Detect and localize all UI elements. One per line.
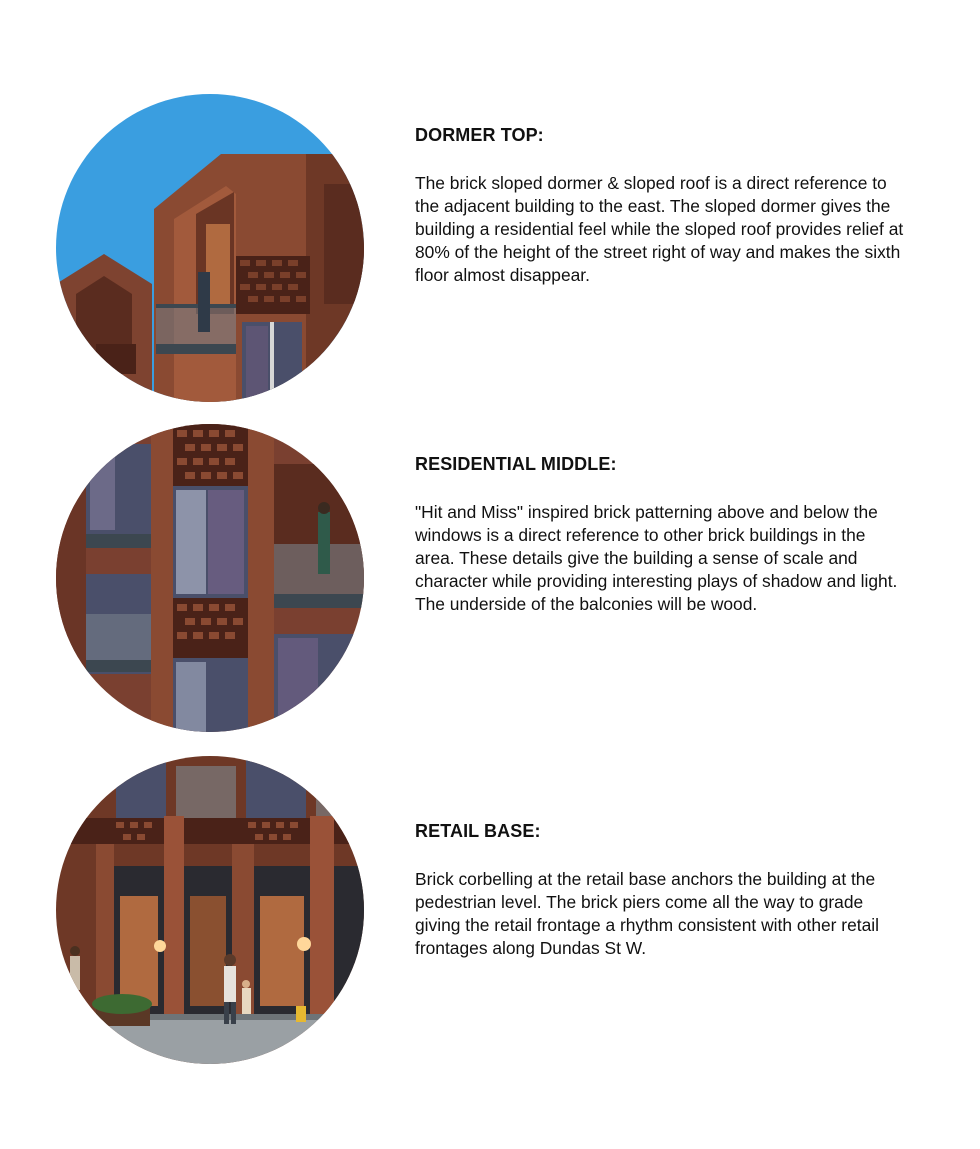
section-body: "Hit and Miss" inspired brick patterning above and below the windows is a direct reference to other brick buildings in the area. These details give the building a sense of scale and character while providing interesting plays of shadow and light. The underside of the balconies will be wood. xyxy=(415,502,898,614)
residential-middle-section xyxy=(415,453,905,616)
section-heading: RETAIL BASE: xyxy=(415,821,541,841)
dormer-top-image xyxy=(56,94,364,402)
section-body: Brick corbelling at the retail base anchors the building at the pedestrian level. The brick piers come all the way to grade giving the retail frontage a rhythm consistent with other retail frontages along Dundas St W. xyxy=(415,869,879,958)
retail-base-rendering xyxy=(56,756,364,1064)
section-heading: DORMER TOP: xyxy=(415,125,544,145)
retail-base-section xyxy=(415,820,905,960)
section-body: The brick sloped dormer & sloped roof is a direct reference to the adjacent building to the east. The sloped dormer gives the building a residential feel while the sloped roof provides relief at 80% of the height of the street right of way and makes the sixth floor almost disappear. xyxy=(415,173,904,285)
retail-base-image xyxy=(56,756,364,1064)
residential-middle-image xyxy=(56,424,364,732)
residential-middle-rendering xyxy=(56,424,364,732)
dormer-top-rendering xyxy=(56,94,364,402)
section-heading: RESIDENTIAL MIDDLE: xyxy=(415,454,617,474)
dormer-top-section xyxy=(415,124,905,287)
